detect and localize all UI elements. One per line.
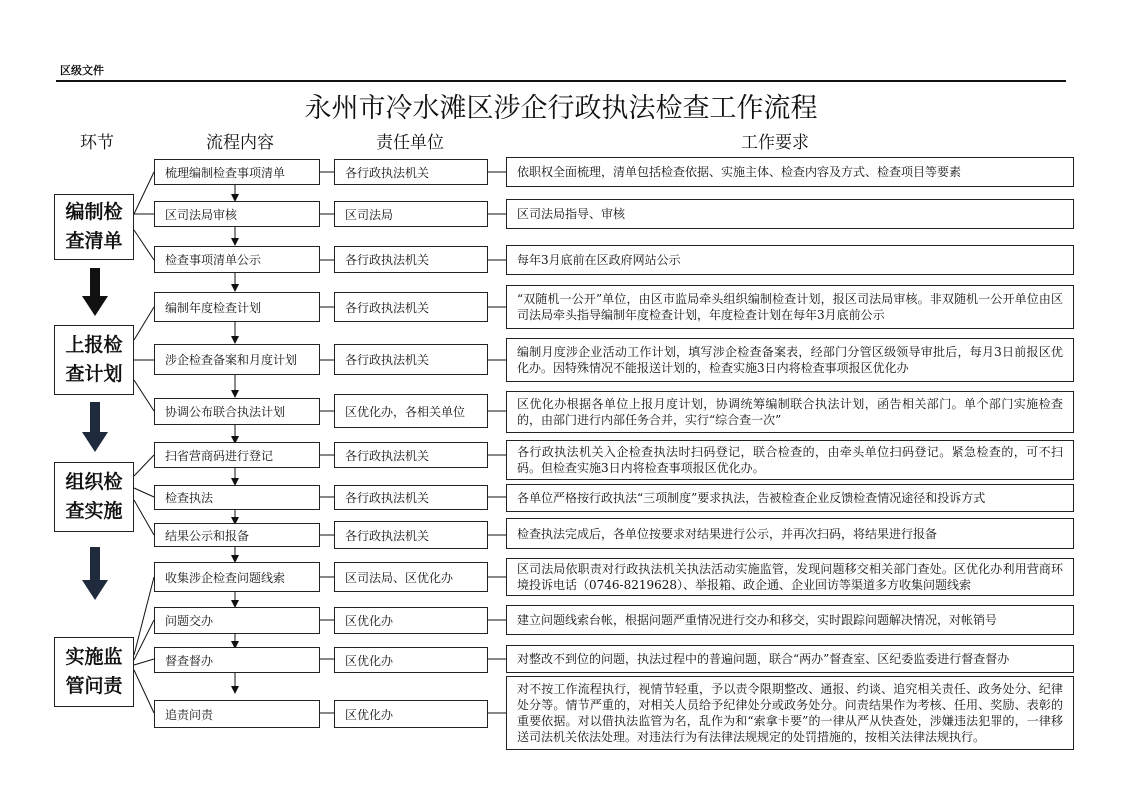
requirement-box: 区司法局指导、审核: [506, 199, 1074, 229]
process-box: 涉企检查备案和月度计划: [154, 344, 320, 375]
process-box: 编制年度检查计划: [154, 292, 320, 322]
unit-box: 区优化办: [334, 647, 488, 673]
requirement-box: 区司法局依职责对行政执法机关执法活动实施监管，发现问题移交相关部门查处。区优化办利用营商环境投诉电话（0746-8219628）、举报箱、政企通、企业回访等渠道多方收集问题线索: [506, 558, 1074, 596]
unit-box: 各行政执法机关: [334, 485, 488, 510]
process-box: 区司法局审核: [154, 201, 320, 227]
requirement-box: 各单位严格按行政执法“三项制度”要求执法，告被检查企业反馈检查情况途径和投诉方式: [506, 484, 1074, 512]
requirement-box: 依职权全面梳理，清单包括检查依据、实施主体、检查内容及方式、检查项目等要素: [506, 157, 1074, 187]
stage-box-supervision-accountability: [54, 637, 134, 707]
requirement-box: 对整改不到位的问题，执法过程中的普遍问题，联合“两办”督查室、区纪委监委进行督查督办: [506, 645, 1074, 673]
stage-label: 实施监 管问责: [65, 646, 123, 697]
unit-box: 区司法局、区优化办: [334, 562, 488, 592]
process-box: 扫省营商码进行登记: [154, 442, 320, 468]
stage-arrow: [82, 268, 108, 316]
column-header-unit: 责任单位: [376, 133, 444, 153]
process-box: 检查事项清单公示: [154, 246, 320, 273]
unit-box: 各行政执法机关: [334, 292, 488, 322]
requirement-box: 对不按工作流程执行，视情节轻重，予以责令限期整改、通报、约谈、追究相关责任、政务处分、纪律处分等。情节严重的，对相关人员给予纪律处分或政务处分。问责结果作为考核、任用、奖励、表彰的重要依据。对以借执法监管为名，乱作为和“索拿卡要”的一律从严从快查处，涉嫌违法犯罪的，一律移送司法机关依法处理。对违法行为有法律法规规定的处罚措施的，按相关法律法规执行。: [506, 676, 1074, 750]
unit-box: 各行政执法机关: [334, 442, 488, 468]
requirement-box: 区优化办根据各单位上报月度计划，协调统筹编制联合执法计划，函告相关部门。单个部门实施检查的，由部门进行内部任务合并，实行“综合查一次”: [506, 391, 1074, 433]
column-header-requirements: 工作要求: [741, 133, 809, 153]
unit-box: 各行政执法机关: [334, 246, 488, 273]
stage-box-organize-inspection: [54, 462, 134, 532]
unit-box: 各行政执法机关: [334, 344, 488, 375]
process-box: 协调公布联合执法计划: [154, 398, 320, 425]
requirement-box: 各行政执法机关入企检查执法时扫码登记，联合检查的，由牵头单位扫码登记。紧急检查的，可不扫码。但检查实施3日内将检查事项报区优化办。: [506, 440, 1074, 480]
requirement-box: 每年3月底前在区政府网站公示: [506, 245, 1074, 275]
stage-label: 编制检 查清单: [65, 201, 123, 252]
unit-box: 各行政执法机关: [334, 159, 488, 185]
requirement-box: 检查执法完成后，各单位按要求对结果进行公示，并再次扫码，将结果进行报备: [506, 518, 1074, 549]
unit-box: 区优化办，各相关单位: [334, 394, 488, 428]
requirement-box: “双随机一公开”单位，由区市监局牵头组织编制检查计划，报区司法局审核。非双随机一公开单位由区司法局牵头指导编制年度检查计划，年度检查计划在每年3月底前公示: [506, 285, 1074, 329]
column-header-stage: 环节: [80, 133, 114, 153]
stage-box-compile-list: [54, 194, 134, 260]
page-title: 永州市冷水滩区涉企行政执法检查工作流程: [304, 93, 818, 124]
unit-box: 各行政执法机关: [334, 521, 488, 549]
unit-box: 区优化办: [334, 607, 488, 634]
stage-label: 上报检 查计划: [65, 334, 123, 385]
process-box: 问题交办: [154, 607, 320, 634]
document-label: 区级文件: [60, 64, 104, 77]
requirement-box: 编制月度涉企业活动工作计划，填写涉企检查备案表，经部门分管区级领导审批后，每月3日前报区优化办。因特殊情况不能报送计划的，检查实施3日内将检查事项报区优化办: [506, 338, 1074, 382]
process-box: 督查督办: [154, 647, 320, 673]
process-box: 结果公示和报备: [154, 523, 320, 547]
column-header-process: 流程内容: [206, 133, 274, 153]
process-box: 检查执法: [154, 485, 320, 510]
branch-line: [134, 172, 154, 214]
unit-box: 区司法局: [334, 201, 488, 227]
unit-box: 区优化办: [334, 700, 488, 728]
stage-label: 组织检 查实施: [65, 471, 123, 522]
stage-box-report-plan: [54, 325, 134, 395]
process-box: 梳理编制检查事项清单: [154, 159, 320, 185]
requirement-box: 建立问题线索台帐，根据问题严重情况进行交办和移交，实时跟踪问题解决情况，对帐销号: [506, 605, 1074, 635]
process-box: 收集涉企检查问题线索: [154, 562, 320, 592]
process-box: 追责问责: [154, 700, 320, 728]
